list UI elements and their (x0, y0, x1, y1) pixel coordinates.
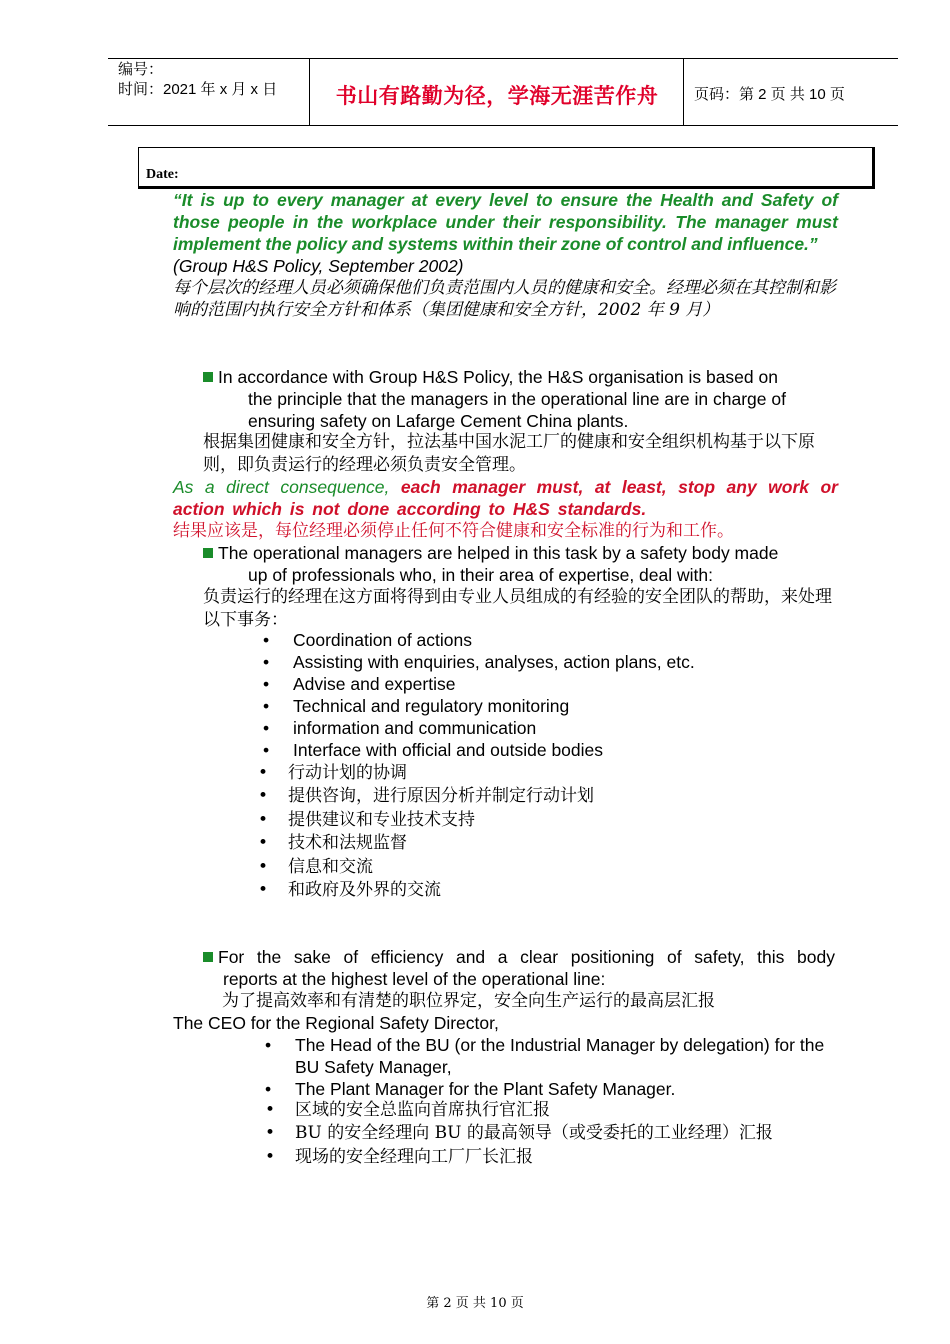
list-item: • 技术和法规监督 (256, 832, 836, 855)
safety-body-tasks-en (261, 629, 841, 761)
section-organisation-zh: 根据集团健康和安全方针，拉法基中国水泥工厂的健康和安全组织机构基于以下原则，即负责运行的经理必须负责安全管理。 (203, 432, 815, 475)
section-organisation (203, 366, 835, 432)
policy-quote-zh: 每个层次的经理人员必须确保他们负责范围内人员的健康和安全。经理必须在其控制和影响的范围内执行安全方针和体系（集团健康和安全方针，2002 年 9 月） (173, 278, 836, 320)
header-page-label: 页码：第 2 页 共 10 页 (694, 86, 845, 103)
section-safety-body (203, 542, 835, 586)
header-meta (118, 60, 277, 100)
date-box (138, 147, 875, 189)
section-reporting-zh: 为了提高效率和有清楚的职位界定，安全向生产运行的最高层汇报 (222, 991, 715, 1011)
date-label: Date: (146, 167, 179, 182)
list-item: • 区域的安全总监向首席执行官汇报 (263, 1099, 843, 1122)
square-bullet-icon (203, 548, 213, 558)
section-safety-body-first-line: The operational managers are helped in this task by a safety body made (218, 543, 779, 563)
reporting-items-zh (263, 1099, 843, 1169)
list-item: • 信息和交流 (256, 856, 836, 879)
list-item: • 和政府及外界的交流 (256, 879, 836, 902)
header-motto: 书山有路勤为径，学海无涯苦作舟 (335, 84, 659, 108)
list-item: • Assisting with enquiries, analyses, action plans, etc. (261, 651, 841, 673)
section-reporting-en (203, 946, 835, 968)
section-reporting-rest: reports at the highest level of the operational line: (223, 969, 606, 989)
section-reporting-first-line: For the sake of efficiency and a clear positioning of safety, this body (218, 947, 835, 967)
section-reporting (203, 946, 835, 990)
serial-label: 编号： (118, 61, 164, 78)
list-item: • The Plant Manager for the Plant Safety Manager. (263, 1078, 838, 1100)
list-item: • 提供咨询，进行原因分析并制定行动计划 (256, 785, 836, 808)
list-item: • Advise and expertise (261, 673, 841, 695)
list-item: • The Head of the BU (or the Industrial Manager by delegation) for the BU Safety Manager, (263, 1034, 838, 1078)
header-bottom-border (108, 125, 898, 126)
list-item: • Technical and regulatory monitoring (261, 695, 841, 717)
section-organisation-en (203, 366, 835, 388)
page-footer: 第 2 页 共 10 页 (426, 1296, 524, 1311)
ceo-line: The CEO for the Regional Safety Director, (173, 1013, 499, 1033)
safety-body-tasks-zh (256, 762, 836, 902)
list-item: • 行动计划的协调 (256, 762, 836, 785)
header-top-border (108, 58, 898, 59)
list-item: • 提供建议和专业技术支持 (256, 809, 836, 832)
list-item: • 现场的安全经理向工厂厂长汇报 (263, 1146, 843, 1169)
section-organisation-first-line: In accordance with Group H&S Policy, the H&S organisation is based on (218, 367, 778, 387)
time-label: 时间：2021 年 x 月 x 日 (118, 81, 278, 98)
list-item: • BU 的安全经理向 BU 的最高领导（或受委托的工业经理）汇报 (263, 1122, 843, 1145)
section-safety-body-rest: up of professionals who, in their area of expertise, deal with: (248, 565, 713, 585)
policy-quote-source: (Group H&S Policy, September 2002) (173, 256, 464, 276)
section-safety-body-en (203, 542, 835, 564)
consequence-note (173, 476, 838, 520)
section-safety-body-zh: 负责运行的经理在这方面将得到由专业人员组成的有经验的安全团队的帮助，来处理以下事务： (203, 587, 832, 630)
consequence-bold: each manager must, at least, stop any work or action which is not done according to H&S standards. (173, 477, 838, 519)
reporting-items-en (263, 1034, 838, 1100)
list-item: • Coordination of actions (261, 629, 841, 651)
section-organisation-rest: the principle that the managers in the operational line are in charge of ensuring safety on Lafarge Cement China plants. (248, 389, 786, 431)
consequence-lead: As a direct consequence, (173, 477, 390, 497)
square-bullet-icon (203, 952, 213, 962)
list-item: • Interface with official and outside bodies (261, 739, 841, 761)
consequence-zh: 结果应该是，每位经理必须停止任何不符合健康和安全标准的行为和工作。 (173, 521, 734, 541)
square-bullet-icon (203, 372, 213, 382)
policy-quote: “It is up to every manager at every level to ensure the Health and Safety of those people in the workplace under their responsibility. The manager must implement the policy and systems within their zone of control and influence.” (173, 190, 838, 254)
list-item: • information and communication (261, 717, 841, 739)
